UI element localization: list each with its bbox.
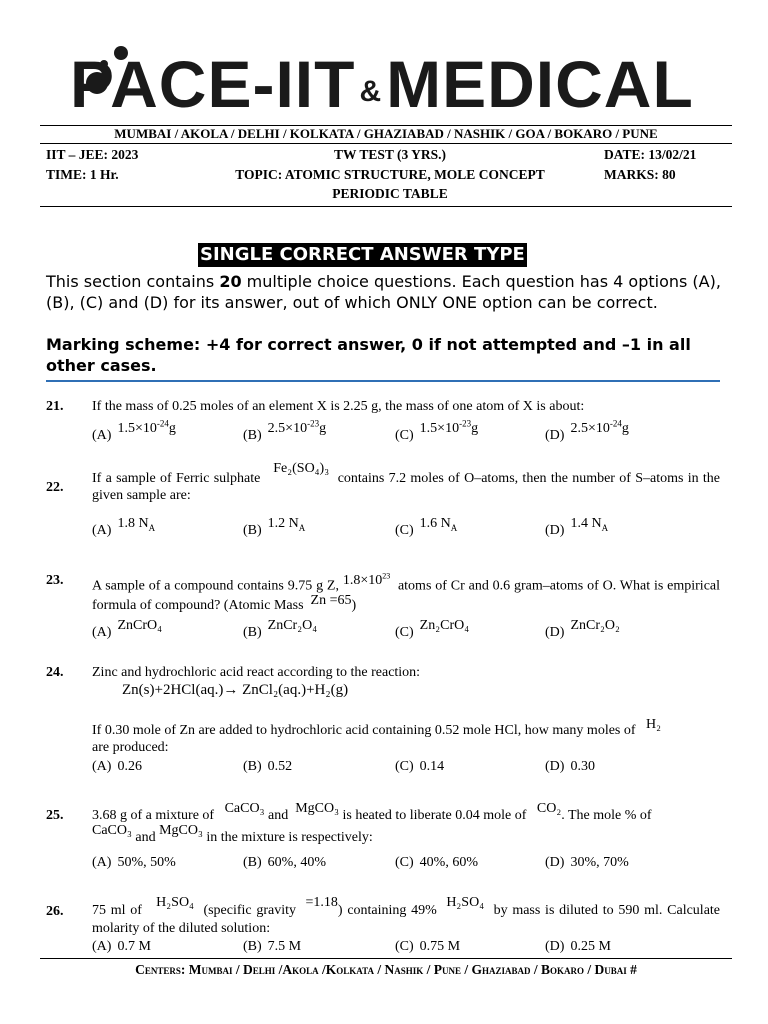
option-a[interactable]: (A) 50%, 50% (92, 855, 176, 870)
logo-part-pace-iit: PACE-IIT (70, 47, 356, 121)
option-a[interactable]: (A) 0.26 (92, 759, 142, 774)
option-d[interactable]: (D) $2.5\times 10^{-24}g$ (545, 418, 629, 443)
options-row (92, 854, 720, 874)
header-bottom-rule (40, 206, 732, 207)
option-c[interactable]: (C) 0.14 (395, 759, 445, 774)
topic-line-1: TOPIC: ATOMIC STRUCTURE, MOLE CONCEPT (235, 167, 545, 182)
exam-name: IIT – JEE: 2023 (46, 147, 139, 162)
question-count: 20 (219, 272, 242, 291)
option-b[interactable]: (B) 7.5 M (243, 939, 302, 954)
formula-co2: CO₂ (536, 801, 562, 816)
options-row (92, 758, 720, 778)
formula-avogadro-count: $1.8\times 10^{23}$ (342, 571, 391, 588)
question-number: 23. (46, 573, 64, 588)
formula-ferric-sulphate: Fe₂(SO₄)₃ (273, 461, 330, 476)
question-26 (46, 894, 726, 956)
option-b[interactable]: (B) 0.52 (243, 759, 293, 774)
brand-logo (70, 42, 700, 126)
option-c[interactable]: (C) 0.75 M (395, 939, 461, 954)
question-text: 3.68 g of a mixture of CaCO₃ and MgCO₃ is heated to liberate 0.04 mole of CO₂. The mole % of CaCO₃ and MgCO₃ in the mixture is respectively: (92, 801, 652, 845)
option-d[interactable]: (D) 0.25 M (545, 939, 611, 954)
option-a[interactable]: (A) ZnCrO₄ (92, 618, 162, 640)
option-c[interactable]: (C) Zn₂CrO₄ (395, 618, 470, 640)
option-d[interactable]: (D) 0.30 (545, 759, 595, 774)
question-text: If a sample of Ferric sulphate Fe₂(SO₄)₃ contains 7.2 moles of O–atoms, then the number of S–atoms in the given sample are: (92, 461, 720, 503)
option-a[interactable]: (A) 0.7 M (92, 939, 151, 954)
option-c[interactable]: (C) 40%, 60% (395, 855, 478, 870)
option-c[interactable]: (C) $1.5\times 10^{-23}g$ (395, 418, 479, 443)
centers-footer: Centers: Mumbai / Delhi /Akola /Kolkata / Nashik / Pune / Ghaziabad / Bokaro / Dubai # (135, 962, 637, 977)
options-row (92, 938, 720, 958)
options-row (92, 516, 720, 542)
topic-line-2: PERIODIC TABLE (332, 186, 448, 201)
formula-h2so4-2: H₂SO₄ (446, 895, 485, 910)
question-number: 26. (46, 904, 64, 919)
marking-scheme: Marking scheme: +4 for correct answer, 0 if not attempted and –1 in all other cases. (46, 335, 691, 375)
formula-caco3: CaCO₃ (224, 801, 265, 816)
option-c[interactable]: (C) 1.6 $N_A$ (395, 516, 458, 538)
option-b[interactable]: (B) 1.2 $N_A$ (243, 516, 306, 538)
option-b[interactable]: (B) $2.5\times 10^{-23}g$ (243, 418, 327, 443)
question-number: 21. (46, 399, 64, 414)
option-d[interactable]: (D) 30%, 70% (545, 855, 629, 870)
question-24 (46, 664, 726, 776)
question-number: 22. (46, 480, 64, 495)
logo-wordmark (70, 42, 694, 134)
formula-mgco3: MgCO₃ (295, 801, 339, 816)
formula-mgco3-2: MgCO₃ (159, 823, 203, 838)
question-23 (46, 568, 726, 644)
test-time: TIME: 1 Hr. (46, 167, 119, 182)
footer-rule (40, 958, 732, 959)
question-number: 24. (46, 665, 64, 680)
reaction-equation: Zn(s)+2HCl(aq.)→ ZnCl₂(aq.)+H₂(g) (122, 682, 349, 698)
option-d[interactable]: (D) ZnCr₂O₂ (545, 618, 620, 640)
question-22 (46, 461, 726, 548)
formula-zn-mass: Zn =65 (310, 592, 352, 608)
test-marks: MARKS: 80 (604, 167, 676, 182)
option-a[interactable]: (A) $1.5\times 10^{-24}g$ (92, 418, 176, 443)
section-divider (46, 380, 720, 382)
formula-h2so4: H₂SO₄ (156, 895, 194, 910)
header-mid-rule (40, 143, 732, 144)
question-text: If the mass of 0.25 moles of an element X is 2.25 g, the mass of one atom of X is about: (92, 399, 585, 414)
formula-hydrogen: H₂ (646, 717, 662, 732)
question-number: 25. (46, 808, 64, 823)
question-text-continued: If 0.30 mole of Zn are added to hydrochloric acid containing 0.52 mole HCl, how many moles of H₂ are produced: (92, 717, 662, 755)
option-a[interactable]: (A) 1.8 $N_A$ (92, 516, 156, 538)
section-intro: This section contains 20 multiple choice questions. Each question has 4 options (A), (B), (C) and (D) for its answer, out of which ONLY ONE option can be correct. (46, 272, 721, 312)
options-row (92, 418, 720, 443)
options-row (92, 618, 720, 644)
option-d[interactable]: (D) 1.4 $N_A$ (545, 516, 609, 538)
formula-caco3-2: CaCO₃ (92, 823, 132, 838)
test-date: DATE: 13/02/21 (604, 147, 697, 162)
section-title: SINGLE CORRECT ANSWER TYPE (200, 244, 525, 265)
question-text: A sample of a compound contains 9.75 g Z, $1.8\times 10^{23}$ atoms of Cr and 0.6 gram–atoms of O. What is empirical formula of compound? (Atomic Mass Zn =65) (92, 571, 721, 613)
test-name: TW TEST (3 YRS.) (333, 147, 447, 162)
formula-specific-gravity: =1.18 (305, 895, 338, 910)
logo-part-medical: MEDICAL (386, 47, 694, 121)
cities-line: MUMBAI / AKOLA / DELHI / KOLKATA / GHAZIABAD / NASHIK / GOA / BOKARO / PUNE (114, 126, 658, 141)
option-b[interactable]: (B) ZnCr₂O₄ (243, 618, 318, 640)
question-text: Zinc and hydrochloric acid react according to the reaction: (92, 665, 421, 680)
logo-ampersand: & (359, 75, 383, 108)
option-b[interactable]: (B) 60%, 40% (243, 855, 326, 870)
question-21 (46, 398, 726, 448)
question-text: 75 ml of H₂SO₄ (specific gravity =1.18) containing 49% H₂SO₄ by mass is diluted to 590 ml. Calculate molarity of the diluted solution: (92, 895, 721, 936)
question-25 (46, 798, 726, 872)
